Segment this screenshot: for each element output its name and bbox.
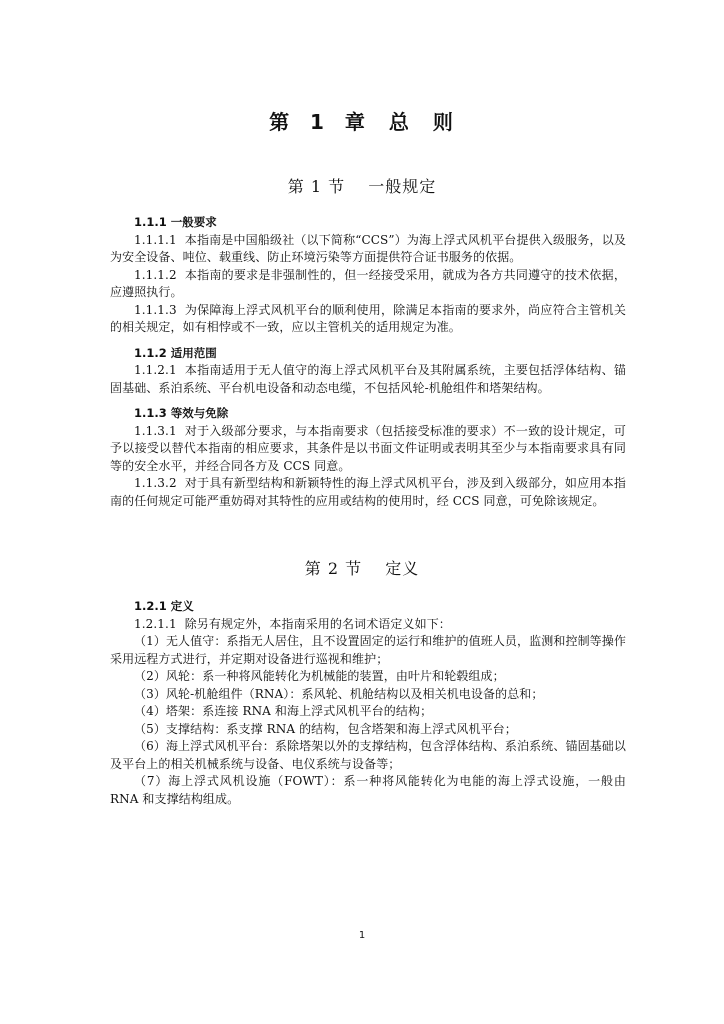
clause-paragraph bbox=[110, 423, 626, 476]
chapter-title: 第 1 章 总 则 bbox=[269, 110, 455, 134]
definition-text: （4）塔架：系连接 RNA 和海上浮式风机平台的结构； bbox=[134, 704, 433, 718]
clause-paragraph bbox=[110, 267, 626, 302]
definition-text: （2）风轮：系一种将风能转化为机械能的装置，由叶片和轮毂组成； bbox=[134, 669, 505, 683]
definition-item bbox=[110, 686, 626, 704]
clause-text: 本指南的要求是非强制性的，但一经接受采用，就成为各方共同遵守的技术依据，应遵照执行。 bbox=[110, 267, 626, 299]
clause-text: 除另有规定外，本指南采用的名词术语定义如下： bbox=[184, 616, 451, 631]
clause-heading: 1.1.1 一般要求 bbox=[134, 215, 217, 229]
definition-item bbox=[110, 721, 626, 739]
clause-paragraph bbox=[110, 362, 626, 397]
clause-text: 为保障海上浮式风机平台的顺利使用，除满足本指南的要求外，尚应符合主管机关的相关规定，如有相悖或不一致，应以主管机关的适用规定为准。 bbox=[110, 302, 626, 334]
clause-heading: 1.1.2 适用范围 bbox=[134, 345, 217, 360]
clause-number: 1.1.2.1 bbox=[134, 363, 177, 377]
clause-text: 本指南适用于无人值守的海上浮式风机平台及其附属系统，主要包括浮体结构、锚固基础、系泊系统、平台机电设备和动态电缆，不包括风轮-机舱组件和塔架结构。 bbox=[110, 363, 626, 395]
clause-number: 1.1.3.2 bbox=[134, 476, 177, 490]
clause-number: 1.1.3.1 bbox=[134, 423, 177, 438]
clause-number: 1.1.1.3 bbox=[134, 302, 177, 317]
definition-text: （3）风轮-机舱组件（RNA）：系风轮、机舱结构以及相关机电设备的总和； bbox=[134, 686, 544, 701]
clause-heading: 1.1.3 等效与免除 bbox=[134, 406, 229, 420]
section-2-title: 第 2 节 定义 bbox=[304, 559, 420, 578]
definition-item bbox=[110, 633, 626, 668]
definition-item bbox=[110, 668, 626, 686]
clause-number: 1.2.1.1 bbox=[134, 616, 177, 631]
definition-text: （5）支撑结构：系支撑 RNA 的结构，包含塔架和海上浮式风机平台； bbox=[134, 721, 517, 736]
clause-paragraph bbox=[110, 616, 626, 634]
clause-text: 本指南是中国船级社（以下简称“CCS”）为海上浮式风机平台提供入级服务，以及为安全设备、吨位、载重线、防止环境污染等方面提供符合证书服务的依据。 bbox=[110, 232, 626, 264]
clause-number: 1.1.1.2 bbox=[134, 267, 177, 282]
section-1-title: 第 1 节 一般规定 bbox=[287, 177, 437, 196]
clause-heading: 1.2.1 定义 bbox=[134, 599, 194, 613]
definition-item bbox=[110, 773, 626, 808]
definition-item bbox=[110, 703, 626, 721]
clause-text: 对于入级部分要求，与本指南要求（包括接受标准的要求）不一致的设计规定，可予以接受以替代本指南的相应要求，其条件是以书面文件证明或表明其至少与本指南要求具有同等的安全水平，并经合同各方及 CCS 同意。 bbox=[110, 423, 626, 473]
section-2-body bbox=[110, 598, 626, 808]
clause-paragraph bbox=[110, 302, 626, 337]
definition-item bbox=[110, 738, 626, 773]
definition-text: （1）无人值守：系指无人居住，且不设置固定的运行和维护的值班人员，监测和控制等操作采用远程方式进行，并定期对设备进行巡视和维护； bbox=[110, 634, 626, 666]
clause-text: 对于具有新型结构和新颖特性的海上浮式风机平台，涉及到入级部分，如应用本指南的任何规定可能严重妨碍对其特性的应用或结构的使用时，经 CCS 同意，可免除该规定。 bbox=[110, 476, 626, 508]
definition-text: （6）海上浮式风机平台：系除塔架以外的支撑结构，包含浮体结构、系泊系统、锚固基础以及平台上的相关机械系统与设备、电仪系统与设备等； bbox=[110, 739, 626, 771]
clause-paragraph bbox=[110, 232, 626, 267]
clause-paragraph bbox=[110, 475, 626, 510]
clause-number: 1.1.1.1 bbox=[134, 232, 177, 247]
page-number: 1 bbox=[358, 930, 366, 941]
definition-text: （7）海上浮式风机设施（FOWT）：系一种将风能转化为电能的海上浮式设施，一般由 RNA 和支撑结构组成。 bbox=[110, 774, 626, 806]
section-1-body bbox=[110, 214, 626, 510]
